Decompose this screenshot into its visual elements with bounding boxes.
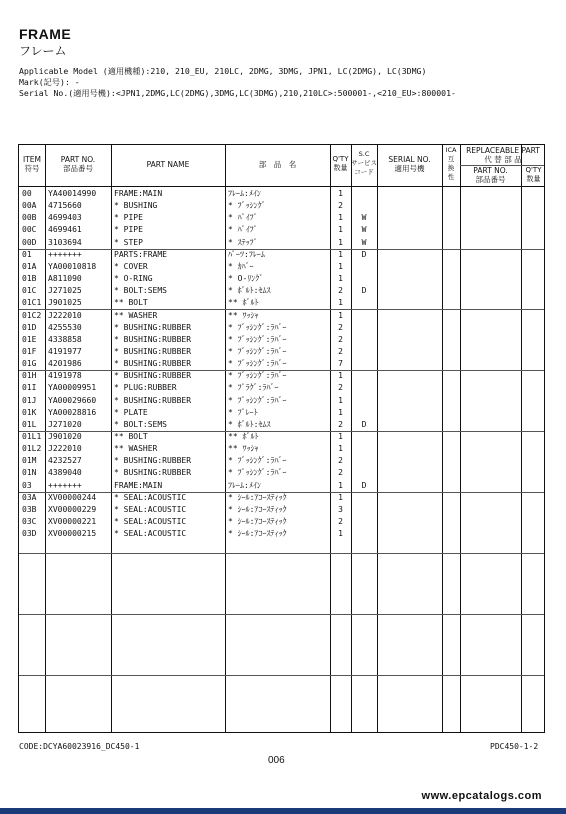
cell-name: * SEAL:ACOUSTIC [114,517,187,527]
cell-jp: * ﾌﾞｯｼﾝｸﾞ:ﾗﾊﾞｰ [228,359,287,369]
cell-qty: 1 [338,310,343,320]
cell-jp: * ｼｰﾙ:ｱｺｰｽﾃｨｯｸ [228,529,287,539]
cell-name: * BUSHING:RUBBER [114,395,192,405]
cell-name: * BOLT:SEMS [114,286,167,296]
brand-watermark[interactable]: www.epcatalogs.com [421,790,542,802]
cell-item: 01 [22,249,32,259]
cell-name: ** BOLT [114,432,148,441]
cell-qty: 2 [338,201,343,211]
cell-name: FRAME:MAIN [114,189,163,198]
page-title: FRAME [19,26,72,42]
cell-part: 4699461 [48,225,82,235]
cell-qty: 1 [338,371,343,381]
cell-jp: ﾌﾚｰﾑ:ﾒｲﾝ [228,480,261,490]
col-replaceable-header: REPLACEABLE PART 代 替 部 品 [466,146,540,164]
cell-jp: * ｼｰﾙ:ｱｺｰｽﾃｨｯｸ [228,492,287,502]
cell-item: 01A [22,261,37,271]
cell-part: 4191978 [48,371,82,381]
cell-name: * BOLT:SEMS [114,419,167,429]
cell-item: 01C [22,286,37,296]
cell-name: ** WASHER [114,310,158,320]
cell-part: YA00028816 [48,407,97,417]
col-rep-qty-header: Q'TY 数量 [525,166,542,183]
cell-jp: * ﾎﾞﾙﾄ:ｾﾑｽ [228,286,271,296]
cell-item: 01C1 [22,298,42,308]
col-item-header: ITEM 符号 [22,155,41,173]
header-divider [19,186,544,187]
cell-item: 01B [22,274,37,284]
cell-qty: 2 [338,456,343,466]
col-divider [225,145,226,732]
replaceable-divider [460,165,544,166]
cell-jp: * ﾌﾞｯｼﾝｸﾞ [228,201,266,211]
cell-part: XV00000215 [48,529,97,539]
group-divider [19,675,544,676]
cell-name: * STEP [114,237,143,247]
cell-part: XV00000244 [48,492,97,502]
cell-sc: D [361,419,367,429]
cell-part: A811090 [48,274,82,284]
cell-item: 03A [22,492,37,502]
cell-name: * PIPE [114,213,143,223]
cell-qty: 1 [338,225,343,235]
cell-sc: D [361,480,367,490]
cell-item: 01H [22,371,37,381]
cell-part: J271025 [48,286,82,296]
cell-qty: 1 [338,444,343,454]
group-divider [19,553,544,554]
cell-name: * SEAL:ACOUSTIC [114,529,187,539]
cell-jp: * ﾌﾞｯｼﾝｸﾞ:ﾗﾊﾞｰ [228,456,287,466]
mark-line: Mark(記号): - [19,77,80,87]
cell-jp: ** ﾜｯｼｬ [228,444,259,454]
cell-part: 4699403 [48,213,82,223]
cell-item: 01F [22,346,37,356]
cell-item: 03C [22,517,37,527]
cell-name: ** WASHER [114,444,158,454]
cell-part: J901020 [48,432,82,441]
cell-part: J222010 [48,310,82,320]
page-number: 006 [268,755,285,766]
cell-name: * BUSHING:RUBBER [114,346,192,356]
cell-jp: ** ﾎﾞﾙﾄ [228,432,259,441]
cell-name: ** BOLT [114,298,148,308]
col-divider [460,145,461,732]
cell-part: +++++++ [48,480,82,490]
cell-jp: ** ﾎﾞﾙﾄ [228,298,259,308]
parts-table [18,144,545,733]
cell-qty: 1 [338,529,343,539]
cell-name: * PIPE [114,225,143,235]
cell-part: 4715660 [48,201,82,211]
group-divider [19,614,544,615]
cell-item: 03D [22,529,37,539]
col-divider [442,145,443,732]
cell-qty: 1 [338,213,343,223]
cell-jp: * ﾌﾟﾚｰﾄ [228,407,258,417]
cell-jp: * O-ﾘﾝｸﾞ [228,274,264,284]
cell-name: * SEAL:ACOUSTIC [114,492,187,502]
cell-part: YA40014990 [48,189,97,198]
col-serial-header: SERIAL NO. 適用号機 [388,155,431,173]
cell-qty: 1 [338,298,343,308]
cell-sc: W [361,237,367,247]
cell-qty: 1 [338,395,343,405]
cell-part: J901025 [48,298,82,308]
col-rep-partno-header: PART NO. 部品番号 [473,166,508,184]
cell-qty: 2 [338,334,343,344]
cell-jp: ﾌﾚｰﾑ:ﾒｲﾝ [228,189,261,198]
col-jpname-header: 部 品 名 [258,160,297,169]
cell-jp: * ｼｰﾙ:ｱｺｰｽﾃｨｯｸ [228,504,287,514]
cell-jp: * ﾌﾞｯｼﾝｸﾞ:ﾗﾊﾞｰ [228,371,287,381]
cell-part: 3103694 [48,237,82,247]
cell-part: 4255530 [48,322,82,332]
cell-jp: * ﾌﾞｯｼﾝｸﾞ:ﾗﾊﾞｰ [228,322,287,332]
cell-item: 00D [22,237,37,247]
col-qty-header: Q'TY 数量 [332,155,349,172]
cell-qty: 2 [338,346,343,356]
cell-qty: 2 [338,322,343,332]
cell-part: J222010 [48,444,82,454]
cell-qty: 3 [338,504,343,514]
cell-item: 03 [22,480,32,490]
bottom-bar [0,808,566,814]
cell-part: YA00029660 [48,395,97,405]
cell-item: 03B [22,504,37,514]
cell-jp: * ﾊﾟｲﾌﾟ [228,225,258,235]
cell-item: 00B [22,213,37,223]
cell-name: * COVER [114,261,148,271]
cell-jp: * ﾌﾟﾗｸﾞ:ﾗﾊﾞｰ [228,383,279,393]
page-subtitle: フレーム [19,44,67,58]
cell-jp: ** ﾜｯｼｬ [228,310,259,320]
cell-item: 00 [22,189,32,198]
cell-qty: 1 [338,249,343,259]
cell-part: 4389040 [48,468,82,478]
cell-jp: * ﾌﾞｯｼﾝｸﾞ:ﾗﾊﾞｰ [228,346,287,356]
cell-name: * BUSHING:RUBBER [114,359,192,369]
cell-qty: 1 [338,261,343,271]
cell-part: YA00009951 [48,383,97,393]
cell-qty: 1 [338,432,343,441]
cell-part: XV00000229 [48,504,97,514]
cell-part: J271020 [48,419,82,429]
cell-item: 01C2 [22,310,42,320]
cell-sc: W [361,225,367,235]
cell-part: +++++++ [48,249,82,259]
cell-qty: 2 [338,286,343,296]
cell-qty: 1 [338,407,343,417]
cell-item: 00A [22,201,37,211]
cell-item: 00C [22,225,37,235]
cell-item: 01L2 [22,444,42,454]
cell-jp: ﾊﾟｰﾂ:ﾌﾚｰﾑ [228,249,265,259]
cell-item: 01M [22,456,37,466]
cell-part: 4232527 [48,456,82,466]
cell-part: YA00010818 [48,261,97,271]
cell-sc: D [361,249,367,259]
cell-part: XV00000221 [48,517,97,527]
cell-jp: * ｶﾊﾞｰ [228,261,254,271]
cell-sc: W [361,213,367,223]
cell-name: * BUSHING:RUBBER [114,334,192,344]
cell-item: 01L1 [22,432,42,441]
cell-jp: * ﾊﾟｲﾌﾟ [228,213,258,223]
cell-name: * BUSHING [114,201,158,211]
cell-qty: 1 [338,480,343,490]
footer-doc: PDC450-1-2 [490,742,539,751]
cell-qty: 2 [338,517,343,527]
cell-name: * BUSHING:RUBBER [114,322,192,332]
cell-name: * PLATE [114,407,148,417]
cell-item: 01N [22,468,37,478]
col-sc-header: S.C サービス コード [351,150,377,176]
cell-jp: * ﾌﾞｯｼﾝｸﾞ:ﾗﾊﾞｰ [228,395,287,405]
col-divider [521,145,522,732]
col-partno-header: PART NO. 部品番号 [60,155,96,173]
cell-name: * PLUG:RUBBER [114,383,177,393]
cell-name: * SEAL:ACOUSTIC [114,504,187,514]
applicable-model: Applicable Model (適用機種):210, 210_EU, 210LC, 2DMG, 3DMG, JPN1, LC(2DMG), LC(3DMG) [19,66,427,76]
cell-qty: 1 [338,492,343,502]
cell-jp: * ﾌﾞｯｼﾝｸﾞ:ﾗﾊﾞｰ [228,334,287,344]
cell-part: 4338858 [48,334,82,344]
cell-name: * BUSHING:RUBBER [114,468,192,478]
serial-line: Serial No.(適用号機):<JPN1,2DMG,LC(2DMG),3DMG,LC(3DMG),210,210LC>:500001-,<210_EU>:800001- [19,88,456,98]
cell-item: 01G [22,359,37,369]
cell-item: 01J [22,395,37,405]
cell-jp: * ﾎﾞﾙﾄ:ｾﾑｽ [228,419,271,429]
col-partname-header: PART NAME [146,160,190,169]
cell-part: 4201986 [48,359,82,369]
cell-name: FRAME:MAIN [114,480,163,490]
footer-code: CODE:DCYA60023916_DC450-1 [19,742,140,751]
cell-name: * BUSHING:RUBBER [114,371,192,381]
cell-item: 01E [22,334,37,344]
cell-sc: D [361,286,367,296]
cell-name: PARTS:FRAME [114,249,167,259]
cell-item: 01D [22,322,37,332]
cell-item: 01I [22,383,37,393]
col-ica-header: ICA 互 換 性 [445,146,457,181]
cell-item: 01K [22,407,37,417]
col-divider [111,145,112,732]
cell-qty: 1 [338,274,343,284]
cell-qty: 2 [338,468,343,478]
cell-jp: * ｼｰﾙ:ｱｺｰｽﾃｨｯｸ [228,517,287,527]
cell-part: 4191977 [48,346,82,356]
cell-qty: 2 [338,419,343,429]
cell-jp: * ﾌﾞｯｼﾝｸﾞ:ﾗﾊﾞｰ [228,468,287,478]
cell-qty: 1 [338,237,343,247]
col-divider [377,145,378,732]
cell-name: * BUSHING:RUBBER [114,456,192,466]
cell-qty: 1 [338,189,343,198]
cell-name: * O-RING [114,274,153,284]
cell-jp: * ｽﾃｯﾌﾟ [228,237,258,247]
cell-qty: 7 [338,359,343,369]
cell-qty: 2 [338,383,343,393]
cell-item: 01L [22,419,37,429]
